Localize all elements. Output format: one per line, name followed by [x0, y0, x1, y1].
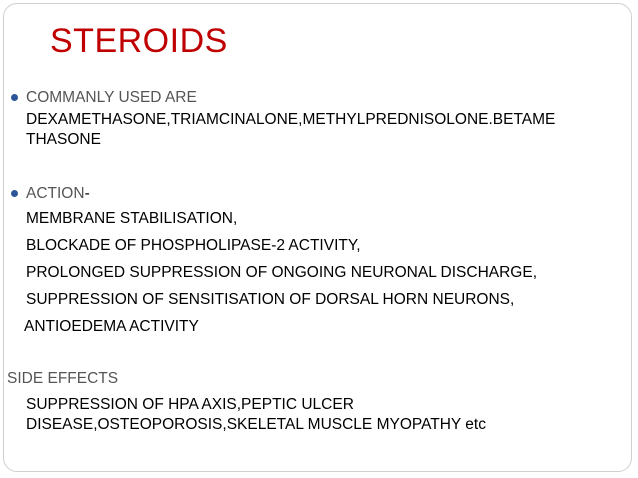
action-item: PROLONGED SUPPRESSION OF ONGOING NEURONAL DISCHARGE,: [26, 264, 538, 281]
action-item: MEMBRANE STABILISATION,: [26, 210, 238, 227]
action-item: ANTIOEDEMA ACTIVITY: [24, 318, 199, 335]
bullet-icon: [11, 190, 18, 197]
commonly-used-label: COMMANLY USED ARE: [26, 89, 197, 106]
drug-list-line-2: THASONE: [26, 131, 101, 148]
action-heading: [26, 184, 90, 203]
drug-list-line-1: DEXAMETHASONE,TRIAMCINALONE,METHYLPREDNISOLONE.BETAME: [26, 111, 556, 128]
slide-title: STEROIDS: [50, 22, 228, 60]
side-effects-label: SIDE EFFECTS: [7, 370, 119, 387]
action-item: SUPPRESSION OF SENSITISATION OF DORSAL HORN NEURONS,: [26, 291, 515, 308]
action-item: BLOCKADE OF PHOSPHOLIPASE-2 ACTIVITY,: [26, 237, 361, 254]
side-effects-line-1: SUPPRESSION OF HPA AXIS,PEPTIC ULCER: [26, 396, 354, 413]
action-dash: -: [84, 185, 90, 202]
bullet-icon: [11, 94, 18, 101]
side-effects-line-2: DISEASE,OSTEOPOROSIS,SKELETAL MUSCLE MYOPATHY etc: [26, 416, 486, 433]
action-label: ACTION: [26, 185, 85, 202]
